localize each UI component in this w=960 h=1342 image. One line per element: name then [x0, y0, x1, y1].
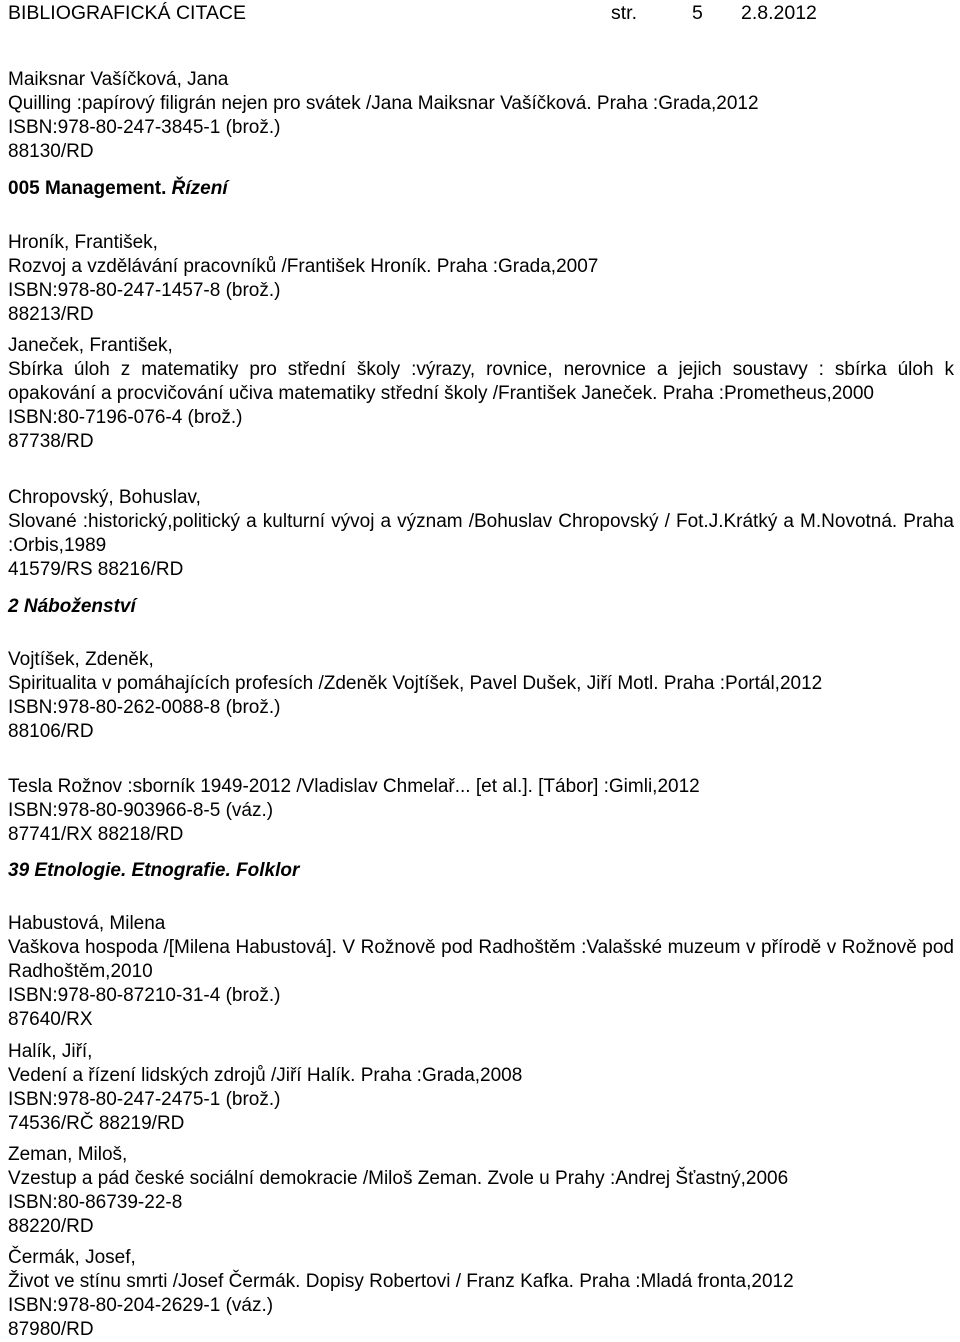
record-signature: 87640/RX	[8, 1009, 93, 1030]
section-heading-text: 005 Management.	[8, 178, 172, 199]
record-author: Halík, Jiří,	[8, 1041, 93, 1062]
record-author: Hroník, František,	[8, 232, 158, 253]
record-isbn: ISBN:978-80-903966-8-5 (váz.)	[8, 800, 274, 821]
record-isbn: ISBN:978-80-262-0088-8 (brož.)	[8, 697, 281, 718]
section-heading-nabozenstvi: 2 Náboženství	[8, 596, 136, 617]
record-author: Čermák, Josef,	[8, 1247, 136, 1268]
record-author: Zeman, Miloš,	[8, 1144, 128, 1165]
record-signature: 41579/RS 88216/RD	[8, 559, 184, 580]
record-isbn: ISBN:978-80-247-1457-8 (brož.)	[8, 280, 281, 301]
record-title: Slované :historický,politický a kulturní vývoj a význam /Bohuslav Chropovský / Fot.J.Krátký a M.Novotná. Praha :Orbis,1989	[8, 511, 954, 556]
record-title: Tesla Rožnov :sborník 1949-2012 /Vladislav Chmelař... [et al.]. [Tábor] :Gimli,2012	[8, 776, 700, 797]
section-heading-etnologie: 39 Etnologie. Etnografie. Folklor	[8, 860, 300, 881]
record-title: Vzestup a pád české sociální demokracie /Miloš Zeman. Zvole u Prahy :Andrej Šťastný,2006	[8, 1168, 789, 1189]
header-title: BIBLIOGRAFICKÁ CITACE	[8, 2, 247, 24]
document-page	[8, 0, 954, 1340]
record-author: Vojtíšek, Zdeněk,	[8, 649, 154, 670]
record-zeman	[8, 1143, 954, 1239]
record-title: Rozvoj a vzdělávání pracovníků /František Hroník. Praha :Grada,2007	[8, 256, 599, 277]
record-author: Chropovský, Bohuslav,	[8, 487, 201, 508]
record-hronik	[8, 231, 954, 327]
record-title: Quilling :papírový filigrán nejen pro svátek /Jana Maiksnar Vašíčková. Praha :Grada,2012	[8, 93, 759, 114]
section-heading-italic: Řízení	[171, 178, 228, 199]
record-chropovsky	[8, 486, 954, 582]
header-page-number: 5	[692, 2, 703, 24]
record-signature: 88213/RD	[8, 304, 94, 325]
record-author: Habustová, Milena	[8, 913, 166, 934]
record-signature: 87738/RD	[8, 431, 94, 452]
record-signature: 88130/RD	[8, 141, 94, 162]
record-signature: 87741/RX 88218/RD	[8, 824, 184, 845]
record-maiksnar	[8, 68, 954, 164]
record-habustova	[8, 912, 954, 1032]
page-header	[8, 1, 954, 29]
record-tesla	[8, 775, 954, 847]
record-janecek	[8, 334, 954, 454]
record-title: Vaškova hospoda /[Milena Habustová]. V Rožnově pod Radhoštěm :Valašské muzeum v přírodě v Rožnově pod Radhoštěm,2010	[8, 937, 954, 982]
record-halik	[8, 1040, 954, 1136]
record-signature: 88106/RD	[8, 721, 94, 742]
record-isbn: ISBN:978-80-247-2475-1 (brož.)	[8, 1089, 281, 1110]
record-title: Spiritualita v pomáhajících profesích /Zdeněk Vojtíšek, Pavel Dušek, Jiří Motl. Praha :Portál,2012	[8, 673, 823, 694]
header-date: 2.8.2012	[741, 2, 817, 24]
record-author: Janeček, František,	[8, 335, 173, 356]
record-title: Život ve stínu smrti /Josef Čermák. Dopisy Robertovi / Franz Kafka. Praha :Mladá fronta,2012	[8, 1271, 794, 1292]
record-signature: 87980/RD	[8, 1319, 94, 1340]
record-vojtisek	[8, 648, 954, 744]
record-author: Maiksnar Vašíčková, Jana	[8, 69, 229, 90]
record-title: Sbírka úloh z matematiky pro střední školy :výrazy, rovnice, nerovnice a jejich soustavy : sbírka úloh k opakování a procvičování učiva matematiky střední školy /František Janeček. Praha :Prometheus,2000	[8, 359, 954, 404]
record-isbn: ISBN:80-86739-22-8	[8, 1192, 183, 1213]
record-signature: 88220/RD	[8, 1216, 94, 1237]
section-heading-management	[8, 177, 228, 201]
header-page-label: str.	[611, 2, 638, 24]
record-signature: 74536/RČ 88219/RD	[8, 1113, 185, 1134]
record-isbn: ISBN:978-80-87210-31-4 (brož.)	[8, 985, 281, 1006]
record-title: Vedení a řízení lidských zdrojů /Jiří Halík. Praha :Grada,2008	[8, 1065, 523, 1086]
record-isbn: ISBN:978-80-204-2629-1 (váz.)	[8, 1295, 274, 1316]
record-isbn: ISBN:978-80-247-3845-1 (brož.)	[8, 117, 281, 138]
record-isbn: ISBN:80-7196-076-4 (brož.)	[8, 407, 243, 428]
record-cermak	[8, 1246, 954, 1342]
